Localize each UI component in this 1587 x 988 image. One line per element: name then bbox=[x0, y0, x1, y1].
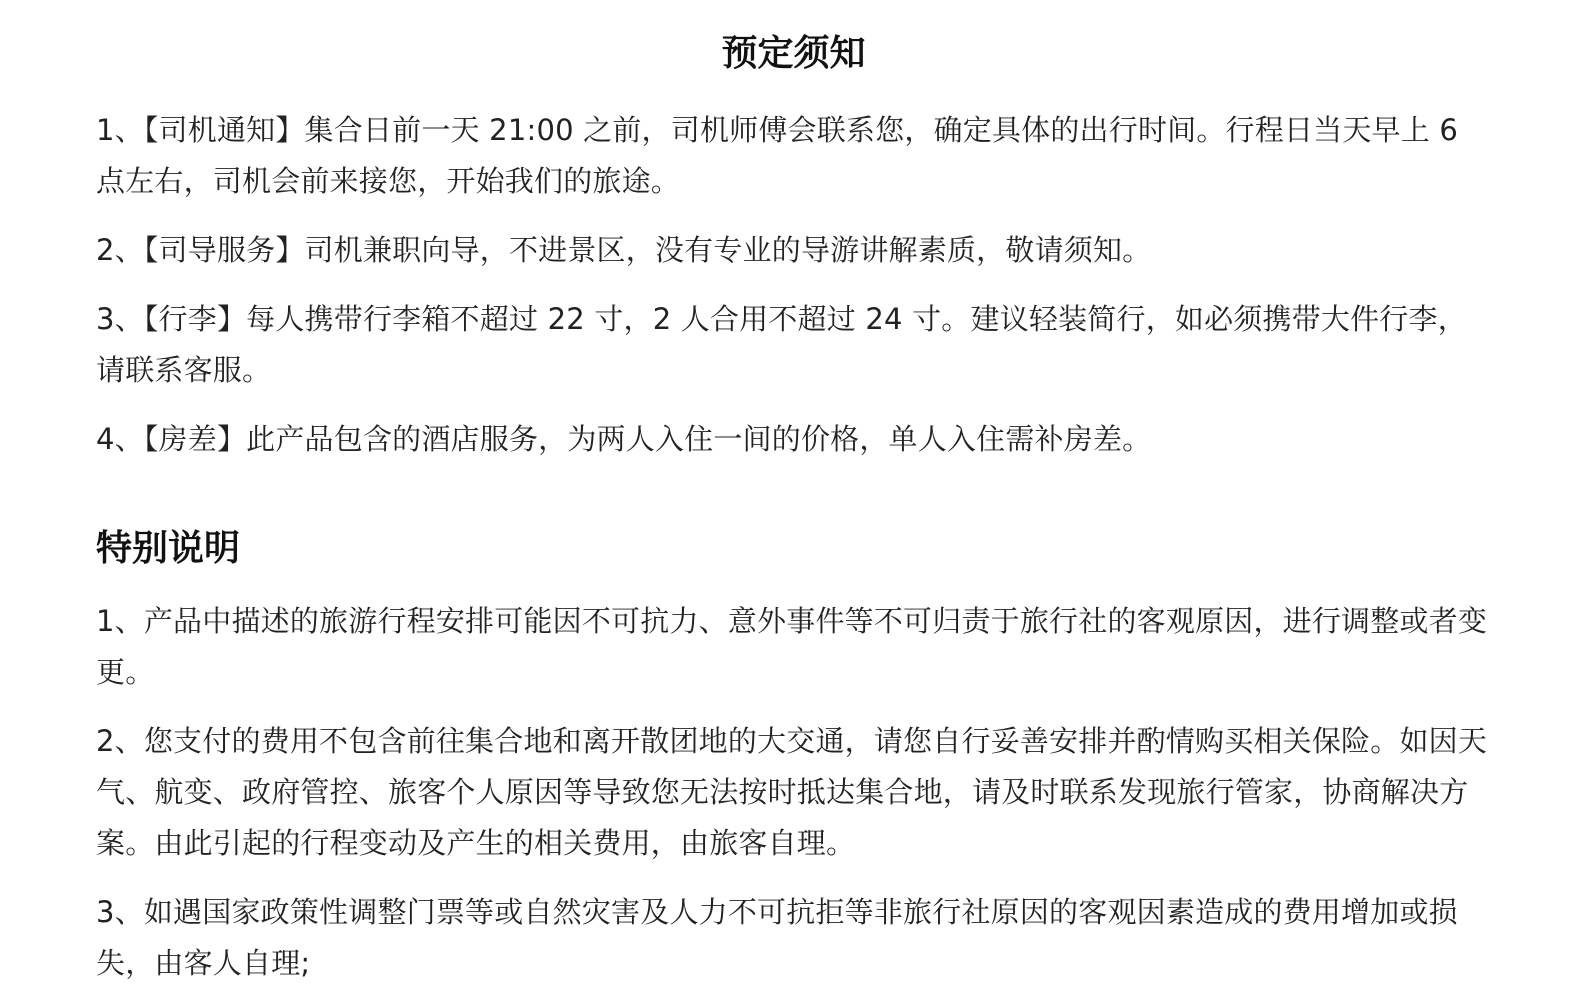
booking-notice-title: 预定须知 bbox=[721, 33, 866, 74]
special-notes-title: 特别说明 bbox=[96, 528, 241, 570]
special-note-item-itinerary-change: 1、产品中描述的旅游行程安排可能因不可抗力、意外事件等不可归责于旅行社的客观原因，进行调整或者变更。 bbox=[96, 604, 1488, 690]
special-note-item-transport: 2、您支付的费用不包含前往集合地和离开散团地的大交通，请您自行妥善安排并酌情购买相关保险。如因天气、航变、政府管控、旅客个人原因等导致您无法按时抵达集合地，请及时联系发现旅行管家，协商解决方案。由此引起的行程变动及产生的相关费用，由旅客自理。 bbox=[96, 724, 1488, 861]
booking-notice-item-guide-service: 2、【司导服务】司机兼职向导，不进景区，没有专业的导游讲解素质，敬请须知。 bbox=[96, 233, 1152, 268]
special-note-item-policy-costs: 3、如遇国家政策性调整门票等或自然灾害及人力不可抗拒等非旅行社原因的客观因素造成的费用增加或损失，由客人自理; bbox=[96, 895, 1458, 981]
booking-notice-item-driver: 1、【司机通知】集合日前一天 21:00 之前，司机师傅会联系您，确定具体的出行时间。行程日当天早上 6 点左右，司机会前来接您，开始我们的旅途。 bbox=[96, 113, 1459, 199]
booking-notice-item-room-difference: 4、【房差】此产品包含的酒店服务，为两人入住一间的价格，单人入住需补房差。 bbox=[96, 422, 1152, 457]
special-notes-section bbox=[96, 527, 1491, 988]
booking-notice-section bbox=[96, 32, 1491, 465]
booking-notice-item-luggage: 3、【行李】每人携带行李箱不超过 22 寸，2 人合用不超过 24 寸。建议轻装简行，如必须携带大件行李，请联系客服。 bbox=[96, 302, 1467, 388]
